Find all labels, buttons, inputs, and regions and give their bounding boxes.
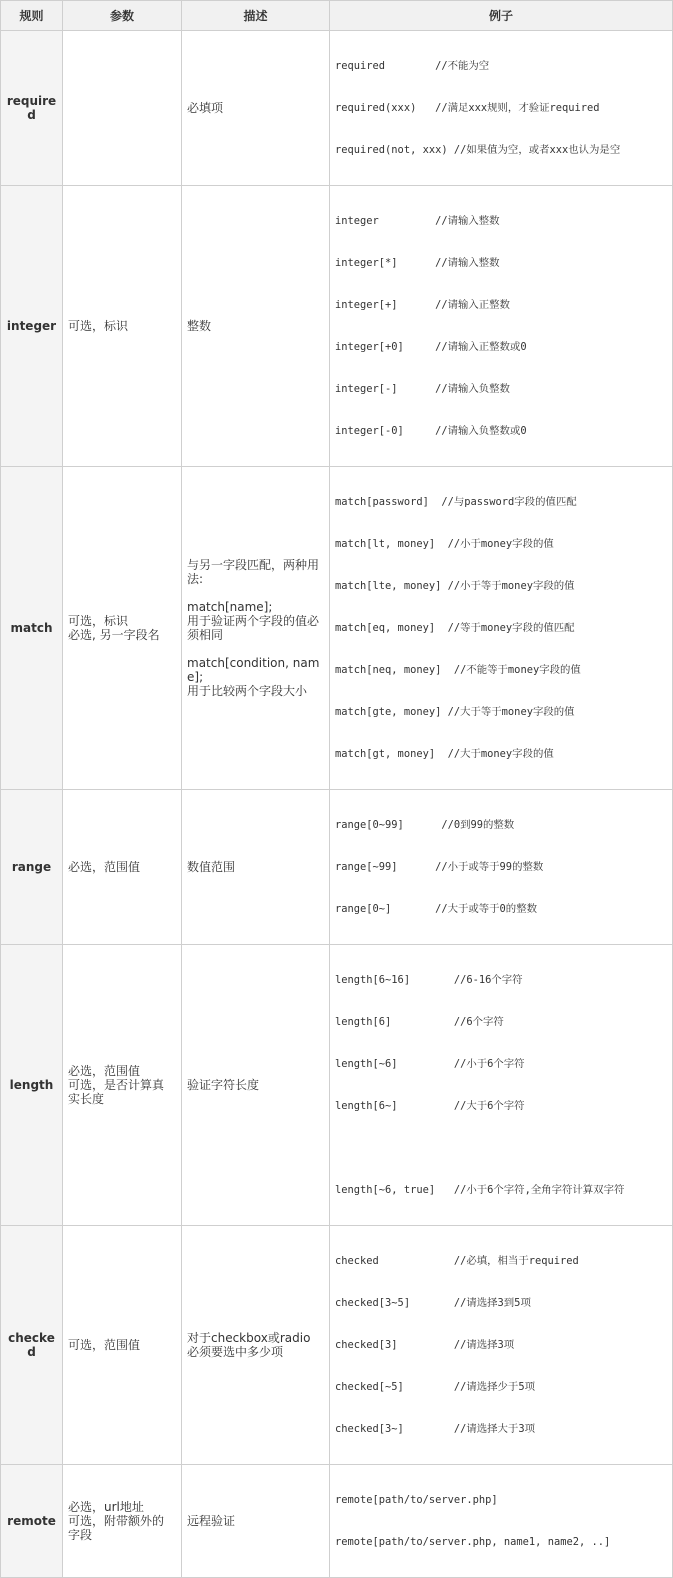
example-line: length[6~16] //6-16个字符: [335, 974, 523, 986]
example-line: length[~6, true] //小于6个字符,全角字符计算双字符: [335, 1184, 625, 1196]
rule-examples: [330, 186, 673, 467]
header-desc: 描述: [182, 1, 330, 31]
example-line: range[0~99] //0到99的整数: [335, 819, 515, 831]
rule-param: [63, 31, 182, 186]
table-row: [1, 186, 673, 467]
example-line: match[eq, money] //等于money字段的值匹配: [335, 622, 575, 634]
rule-desc: 必填项: [182, 31, 330, 186]
example-line: checked[3] //请选择3项: [335, 1339, 515, 1351]
example-line: match[password] //与password字段的值匹配: [335, 496, 577, 508]
header-example: 例子: [330, 1, 673, 31]
rule-name: remote: [1, 1465, 63, 1578]
rule-examples: [330, 1465, 673, 1578]
example-line: integer //请输入整数: [335, 215, 500, 227]
rule-examples: [330, 790, 673, 945]
rule-name: checked: [1, 1226, 63, 1465]
example-line: integer[-] //请输入负整数: [335, 383, 510, 395]
example-line: remote[path/to/server.php]: [335, 1494, 498, 1506]
rule-name: required: [1, 31, 63, 186]
example-line: range[~99] //小于或等于99的整数: [335, 861, 544, 873]
rule-desc: 远程验证: [182, 1465, 330, 1578]
example-line: checked[~5] //请选择少于5项: [335, 1381, 535, 1393]
header-param: 参数: [63, 1, 182, 31]
example-line: required //不能为空: [335, 60, 490, 72]
rule-name: length: [1, 945, 63, 1226]
rule-examples: [330, 31, 673, 186]
example-line: remote[path/to/server.php, name1, name2, ..]: [335, 1536, 611, 1548]
rule-param: 必选，url地址 可选，附带额外的字段: [63, 1465, 182, 1578]
example-line: integer[-0] //请输入负整数或0: [335, 425, 527, 437]
rule-desc: 与另一字段匹配，两种用法: match[name]; 用于验证两个字段的值必须相同 match[condition, name]; 用于比较两个字段大小: [182, 467, 330, 790]
rule-param: 可选，范围值: [63, 1226, 182, 1465]
rule-name: integer: [1, 186, 63, 467]
rule-param: 必选，范围值: [63, 790, 182, 945]
rule-name: match: [1, 467, 63, 790]
example-line: checked[3~5] //请选择3到5项: [335, 1297, 531, 1309]
table-row: [1, 31, 673, 186]
rule-examples: [330, 1226, 673, 1465]
example-line: checked //必填，相当于required: [335, 1255, 579, 1267]
rule-desc: 整数: [182, 186, 330, 467]
table-row: [1, 790, 673, 945]
table-row: [1, 467, 673, 790]
rule-param: 可选，标识 必选, 另一字段名: [63, 467, 182, 790]
example-line: match[lt, money] //小于money字段的值: [335, 538, 554, 550]
rule-examples: [330, 945, 673, 1226]
example-line: length[6] //6个字符: [335, 1016, 504, 1028]
example-line: integer[+0] //请输入正整数或0: [335, 341, 527, 353]
rule-param: 可选，标识: [63, 186, 182, 467]
example-line: length[6~] //大于6个字符: [335, 1100, 525, 1112]
example-line: range[0~] //大于或等于0的整数: [335, 903, 537, 915]
rule-desc: 数值范围: [182, 790, 330, 945]
example-line: match[gt, money] //大于money字段的值: [335, 748, 554, 760]
example-line: match[neq, money] //不能等于money字段的值: [335, 664, 581, 676]
example-line: match[gte, money] //大于等于money字段的值: [335, 706, 575, 718]
rule-desc: 验证字符长度: [182, 945, 330, 1226]
rule-examples: [330, 467, 673, 790]
rule-param: 必选，范围值 可选，是否计算真实长度: [63, 945, 182, 1226]
table-row: [1, 1465, 673, 1578]
example-line: integer[+] //请输入正整数: [335, 299, 510, 311]
example-line: required(xxx) //满足xxx规则，才验证required: [335, 102, 600, 114]
header-row: [1, 1, 673, 31]
example-line: length[~6] //小于6个字符: [335, 1058, 525, 1070]
example-line: checked[3~] //请选择大于3项: [335, 1423, 535, 1435]
example-line: integer[*] //请输入整数: [335, 257, 500, 269]
table-row: [1, 1226, 673, 1465]
header-rule: 规则: [1, 1, 63, 31]
table-row: [1, 945, 673, 1226]
rule-desc: 对于checkbox或radio 必须要选中多少项: [182, 1226, 330, 1465]
example-line: match[lte, money] //小于等于money字段的值: [335, 580, 575, 592]
rule-name: range: [1, 790, 63, 945]
example-line: required(not, xxx) //如果值为空，或者xxx也认为是空: [335, 144, 621, 156]
example-line: [335, 1141, 668, 1155]
